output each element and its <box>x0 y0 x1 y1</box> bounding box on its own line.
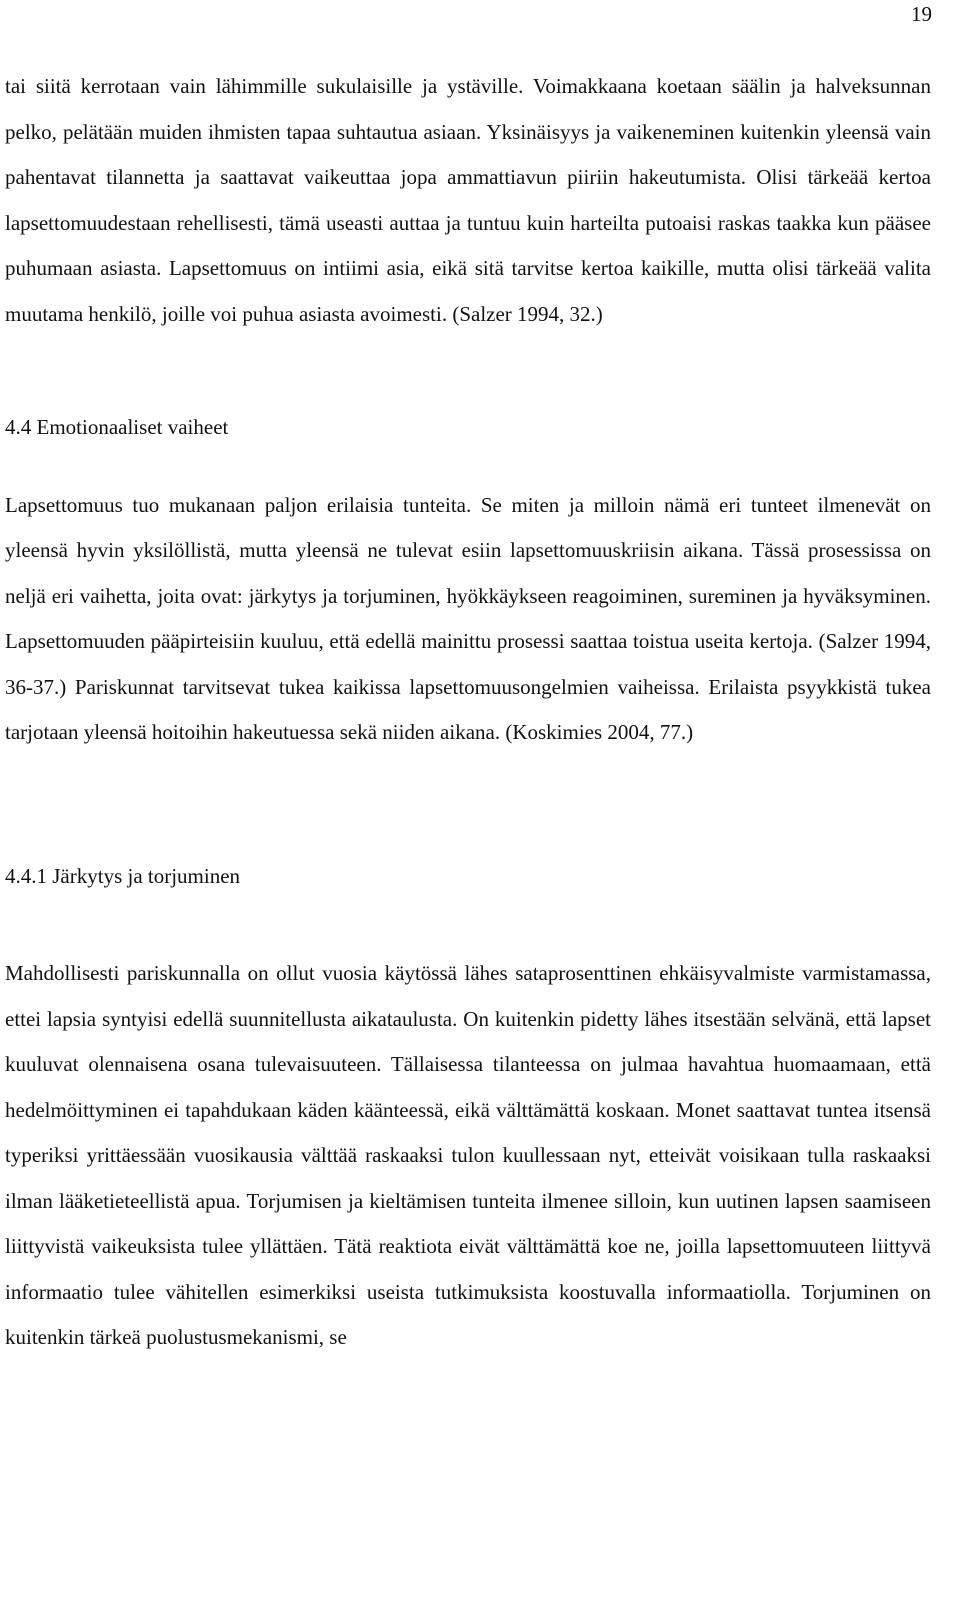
spacer <box>5 451 931 483</box>
page-number: 19 <box>911 2 932 26</box>
spacer <box>5 899 931 951</box>
paragraph-emotional-phases: Lapsettomuus tuo mukanaan paljon erilaisia tunteita. Se miten ja milloin nämä eri tunteet ilmenevät on yleensä hyvin yksilöllistä, mutta yleensä ne tulevat esiin lapsettomuuskriisin aikana. Tässä prosessissa on neljä eri vaihetta, joita ovat: järkytys ja torjuminen, hyökkäykseen reagoiminen, sureminen ja hyväksyminen. Lapsettomuuden pääpirteisiin kuuluu, että edellä mainittu prosessi saattaa toistua useita kertoja. (Salzer 1994, 36-37.) Pariskunnat tarvitsevat tukea kaikissa lapsettomuusongelmien vaiheissa. Erilaista psyykkistä tukea tarjotaan yleensä hoitoihin hakeutuessa sekä niiden aikana. (Koskimies 2004, 77.) <box>5 492 931 744</box>
section-heading: 4.4 Emotionaaliset vaiheet <box>5 415 229 439</box>
paragraph-intro: tai siitä kerrotaan vain lähimmille sukulaisille ja ystäville. Voimakkaana koetaan säälin ja halveksunnan pelko, pelätään muiden ihmisten tapaa suhtautua asiaan. Yksinäisyys ja vaikeneminen kuitenkin yleensä vain pahentavat tilannetta ja saattavat vaikeuttaa jopa ammattiavun piiriin hakeutumista. Olisi tärkeää kertoa lapsettomuudestaan rehellisesti, tämä useasti auttaa ja tuntuu kuin harteilta putoaisi raskas taakka kun pääsee puhumaan asiasta. Lapsettomuus on intiimi asia, eikä sitä tarvitse kertoa kaikille, mutta olisi tärkeää valita muutama henkilö, joille voi puhua asiasta avoimesti. (Salzer 1994, 32.) <box>5 74 931 326</box>
document-body <box>5 64 931 1361</box>
spacer <box>5 337 931 405</box>
paragraph-shock-denial: Mahdollisesti pariskunnalla on ollut vuosia käytössä lähes sataprosenttinen ehkäisyvalmiste varmistamassa, ettei lapsia syntyisi edellä suunnitellusta aikataulusta. On kuitenkin pidetty lähes itsestään selvänä, että lapset kuuluvat olennaisena osana tulevaisuuteen. Tällaisessa tilanteessa on julmaa havahtua huomaamaan, että hedelmöittyminen ei tapahdukaan käden käänteessä, eikä välttämättä koskaan. Monet saattavat tuntea itsensä typeriksi yrittäessään vuosikausia välttää raskaaksi tulon kuullessaan nyt, etteivät voisikaan tulla raskaaksi ilman lääketieteellistä apua. Torjumisen ja kieltämisen tunteita ilmenee silloin, kun uutinen lapsen saamiseen liittyvistä vaikeuksista tulee yllättäen. Tätä reaktiota eivät välttämättä koe ne, joilla lapsettomuuteen liittyvä informaatio tulee vähitellen esimerkiksi useista tutkimuksista koostuvalla informaatiolla. Torjuminen on kuitenkin tärkeä puolustusmekanismi, se <box>5 961 931 1349</box>
spacer <box>5 756 931 854</box>
subsection-heading: 4.4.1 Järkytys ja torjuminen <box>5 863 241 888</box>
